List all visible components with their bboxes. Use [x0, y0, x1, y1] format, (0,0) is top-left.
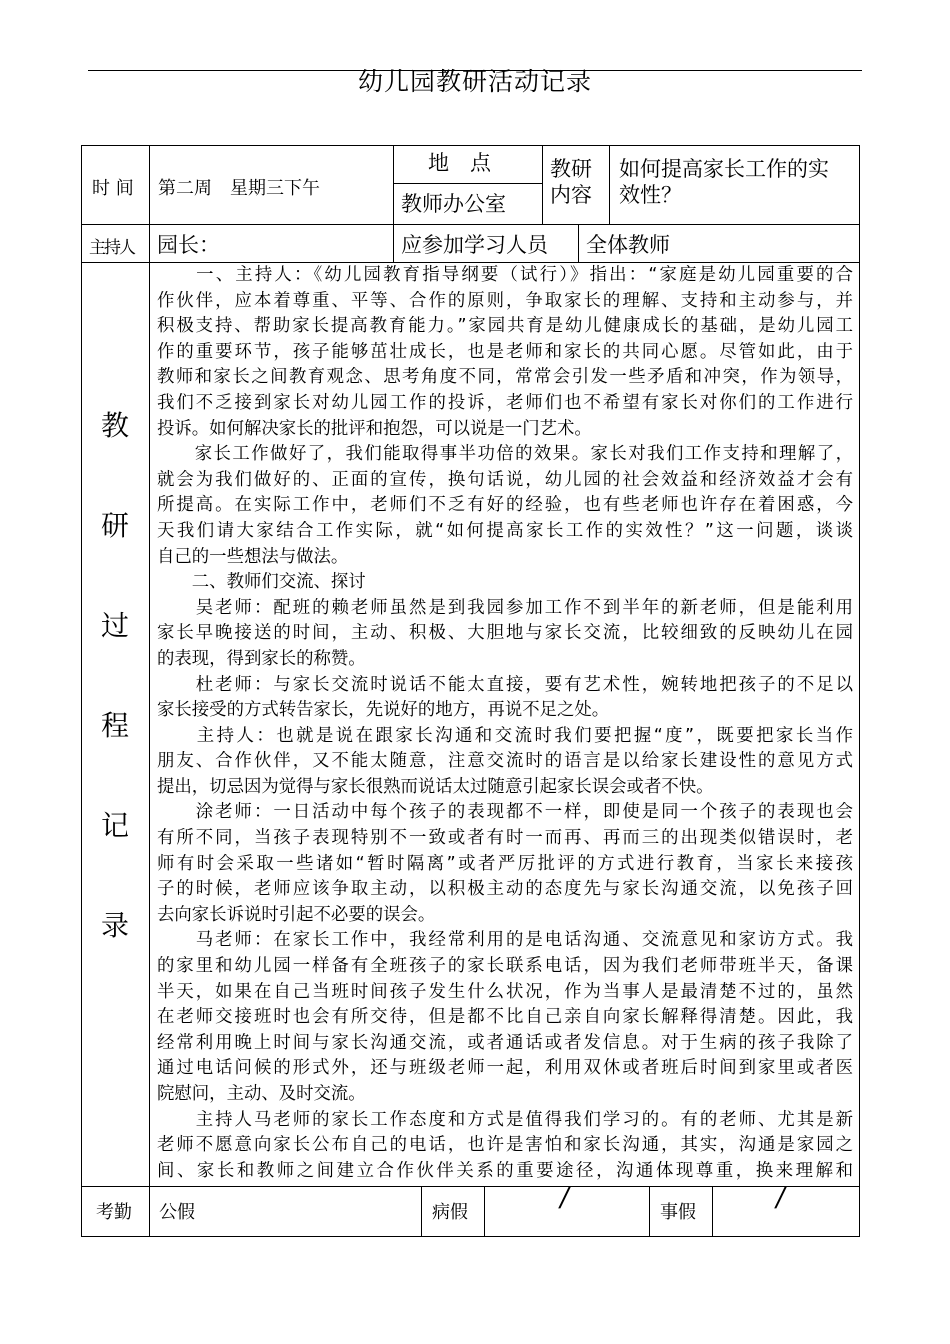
place-divider [393, 183, 542, 184]
col-divider-att-2 [484, 1186, 485, 1237]
process-text-line: 半天，如果在自己当班时间孩子发生什么状况，作为当事人是最清楚不过的，虽然 [157, 981, 853, 1002]
place-label: 地 点 [428, 151, 491, 175]
process-text-line: 积极支持、帮助家长提高教育能力。”家园共育是幼儿健康成长的基础，是幼儿园工 [157, 316, 853, 337]
process-text-line: 杜老师：与家长交流时说话不能太直接，要有艺术性，婉转地把孩子的不足以 [157, 674, 853, 695]
personal-leave-value: / [773, 1183, 788, 1213]
process-text-line: 朋友、合作伙伴，又不能太随意，注意交流时的语言是以给家长建设性的意见方式 [157, 751, 853, 772]
process-text-line: 的家里和幼儿园一样备有全班孩子的家长联系电话，因为我们老师带班半天，备课 [157, 956, 853, 977]
process-text-line: 有所不同，当孩子表现特别不一致或者有时一而再、再而三的出现类似错误时，老 [157, 828, 853, 849]
process-label-char: 教 [100, 409, 129, 442]
process-text-line: 我们不乏接到家长对幼儿园工作的投诉，老师们也不希望有家长对你们的工作进行 [157, 392, 853, 413]
col-divider-att-3 [649, 1186, 650, 1237]
process-text-line: 就会为我们做好的、正面的宣传，换句话说，幼儿园的社会效益和经济效益才会有 [157, 469, 853, 490]
process-text-line: 老师不愿意向家长公布自己的电话，也许是害怕和家长沟通，其实，沟通是家园之 [157, 1135, 853, 1156]
col-divider-content [609, 145, 610, 225]
time-value: 第二周 星期三下午 [158, 178, 320, 199]
process-text-line: 经常利用晚上时间与家长沟通交流，或者通话或者发信息。对于生病的孩子我除了 [157, 1032, 853, 1053]
process-text-line: 二、教师们交流、探讨 [157, 572, 366, 593]
process-label-char: 程 [100, 709, 129, 742]
process-text-line: 吴老师：配班的赖老师虽然是到我园参加工作不到半年的新老师，但是能利用 [157, 597, 853, 618]
col-divider-place [393, 145, 394, 263]
col-divider-label [149, 145, 150, 1237]
process-text-line: 间、家长和教师之间建立合作伙伴关系的重要途径，沟通体现尊重，换来理解和 [157, 1160, 853, 1181]
process-text-line: 的表现，得到家长的称赞。 [157, 648, 366, 669]
process-text-line: 作的重要环节，孩子能够茁壮成长，也是老师和家长的共同心愿。尽管如此，由于 [157, 341, 853, 362]
host-value: 园长： [157, 233, 220, 257]
content-value-line2: 效性？ [619, 183, 682, 207]
col-divider-att-1 [421, 1186, 422, 1237]
process-label-char: 研 [100, 509, 129, 542]
process-text-line: 家长接受的方式转告家长，先说好的地方，再说不足之处。 [157, 700, 610, 721]
time-label: 时 间 [92, 178, 134, 199]
col-divider-content-label [542, 145, 543, 225]
col-divider-attendees [578, 224, 579, 263]
process-text-line: 在老师交接班时也会有所交待，但是都不比自己亲自向家长解释得清楚。因此，我 [157, 1007, 853, 1028]
place-value: 教师办公室 [401, 192, 506, 216]
process-text-line: 教师和家长之间教育观念、思考角度不同，常常会引发一些矛盾和冲突，作为领导， [157, 367, 853, 388]
process-label-char: 记 [100, 809, 129, 842]
official-leave-label: 公假 [159, 1202, 195, 1223]
page-title: 幼儿园教研活动记录 [357, 67, 592, 96]
process-text-line: 涂老师：一日活动中每个孩子的表现都不一样，即使是同一个孩子的表现也会 [157, 802, 853, 823]
process-text-line: 马老师：在家长工作中，我经常利用的是电话沟通、交流意见和家访方式。我 [157, 930, 853, 951]
process-text-line: 师有时会采取一些诸如“暂时隔离”或者严厉批评的方式进行教育，当家长来接孩 [157, 853, 853, 874]
personal-leave-label: 事假 [660, 1202, 696, 1223]
row-divider-3 [81, 1186, 860, 1187]
process-text-line: 子的时候，老师应该争取主动，以积极主动的态度先与家长沟通交流，以免孩子回 [157, 879, 853, 900]
process-record-text [157, 263, 853, 1184]
process-text-line: 天我们请大家结合工作实际，就“如何提高家长工作的实效性？”这一问题，谈谈 [157, 520, 853, 541]
process-text-line: 一、主持人：《幼儿园教育指导纲要（试行）》指出：“家庭是幼儿园重要的合 [157, 265, 853, 285]
attendance-label: 考勤 [96, 1202, 132, 1223]
process-text-line: 作伙伴，应本着尊重、平等、合作的原则，争取家长的理解、支持和主动参与，并 [157, 290, 853, 311]
content-value-line1: 如何提高家长工作的实 [619, 157, 829, 181]
process-text-line: 提出，切忌因为觉得与家长很熟而说话太过随意引起家长误会或者不快。 [157, 776, 714, 797]
process-label-char: 录 [100, 909, 129, 942]
attendees-label: 应参加学习人员 [401, 233, 548, 257]
sick-leave-label: 病假 [432, 1202, 468, 1223]
process-text-line: 所提高。在实际工作中，老师们不乏有好的经验，也有些老师也许存在着困惑，今 [157, 495, 853, 516]
process-text-line: 通过电话问候的形式外，还与班级老师一起，利用双休或者班后时间到家里或者医 [157, 1058, 853, 1079]
process-text-line: 主持人：也就是说在跟家长沟通和交流时我们要把握“度”，既要把家长当作 [157, 725, 853, 746]
row-divider-1 [81, 224, 860, 225]
process-label-char: 过 [100, 609, 129, 642]
process-text-line: 自己的一些想法与做法。 [157, 546, 349, 567]
content-label-line1: 教研 [550, 157, 592, 181]
process-text-line: 投诉。如何解决家长的批评和抱怨，可以说是一门艺术。 [157, 418, 592, 439]
content-label-line2: 内容 [550, 183, 592, 207]
sick-leave-value: / [557, 1183, 572, 1213]
attendees-value: 全体教师 [586, 233, 670, 257]
col-divider-att-4 [712, 1186, 713, 1237]
process-text-line: 去向家长诉说时引起不必要的误会。 [157, 904, 436, 925]
process-text-line: 院慰问，主动、及时交流。 [157, 1084, 366, 1104]
process-text-line: 家长工作做好了，我们能取得事半功倍的效果。家长对我们工作支持和理解了， [157, 444, 853, 465]
host-label: 主持人 [89, 238, 134, 258]
process-text-line: 家长早晚接送的时间，主动、积极、大胆地与家长交流，比较细致的反映幼儿在园 [157, 623, 853, 644]
process-text-line: 主持人马老师的家长工作态度和方式是值得我们学习的。有的老师、尤其是新 [157, 1109, 853, 1130]
